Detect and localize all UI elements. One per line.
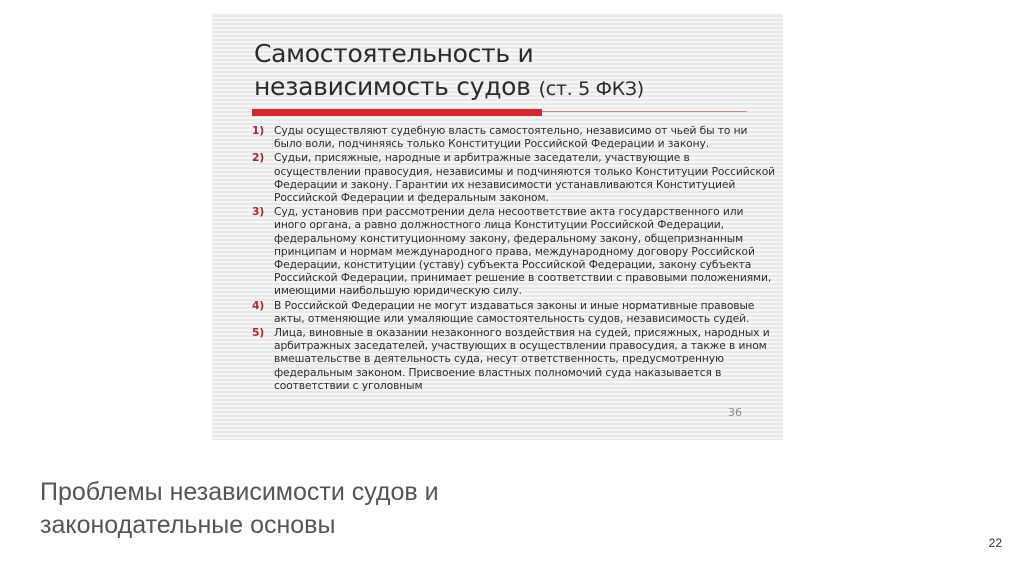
image-title: [254, 37, 774, 106]
item-number: 1): [252, 124, 265, 137]
article-items-list: [252, 124, 777, 393]
slide-number: 22: [988, 536, 1002, 550]
image-title-main: независимость судов: [254, 72, 531, 101]
image-page-number: 36: [728, 406, 742, 419]
item-text: Лица, виновные в оказании незаконного воздействия на судей, присяжных, народных и арбитражных заседателей, участвующих в осуществлении правосудия, а также в ином вмешательстве в деятельность суда, несут ответственность, предусмотренную федеральным законом. Присвоение властных полномочий суда наказывается в соответствии с уголовным: [274, 326, 770, 392]
caption-line2: законодательные основы: [40, 511, 336, 539]
caption-line1: Проблемы независимости судов и: [40, 478, 439, 506]
slide-caption: [40, 476, 660, 542]
title-underline-bar: [252, 109, 542, 116]
item-number: 2): [252, 151, 265, 165]
list-item: [252, 151, 777, 204]
item-number: 5): [252, 326, 265, 340]
image-title-article: (ст. 5 ФКЗ): [538, 78, 644, 100]
item-text: Судьи, присяжные, народные и арбитражные заседатели, участвующие в осуществлении правосудия, независимы и подчиняются только Конституции Российской Федерации и закону. Гарантии их независимости устанавливаются Конституцией Российской Федерации и федеральным законом.: [274, 151, 776, 205]
slide-image: [212, 13, 783, 440]
item-number: 3): [252, 205, 265, 219]
image-title-line2: [254, 70, 774, 106]
list-item: [252, 124, 777, 150]
item-text: Суды осуществляют судебную власть самостоятельно, независимо от чьей бы то ни было воли, подчиняясь только Конституции Российской Федерации и закону.: [274, 124, 748, 151]
item-text: В Российской Федерации не могут издаваться законы и иные нормативные правовые акты, отменяющие или умаляющие самостоятельность судов, независимость судей.: [274, 298, 755, 325]
image-title-line1: Самостоятельность и: [254, 39, 534, 68]
list-item: [252, 205, 777, 297]
list-item: [252, 326, 777, 392]
item-text: Суд, установив при рассмотрении дела несоответствие акта государственного или иного органа, а равно должностного лица Конституции Российской Федерации, федеральному конституционному закону, федеральному закону, общепризнанным принципам и нормам международного права, международному договору Российской Федерации, конституции (уставу) субъекта Российской Федерации, закону субъекта Российской Федерации, принимает решение в соответствии с правовыми положениями, имеющими наибольшую юридическую силу.: [274, 205, 772, 298]
item-number: 4): [252, 298, 265, 312]
list-item: [252, 299, 777, 325]
title-underline-line: [542, 111, 747, 112]
